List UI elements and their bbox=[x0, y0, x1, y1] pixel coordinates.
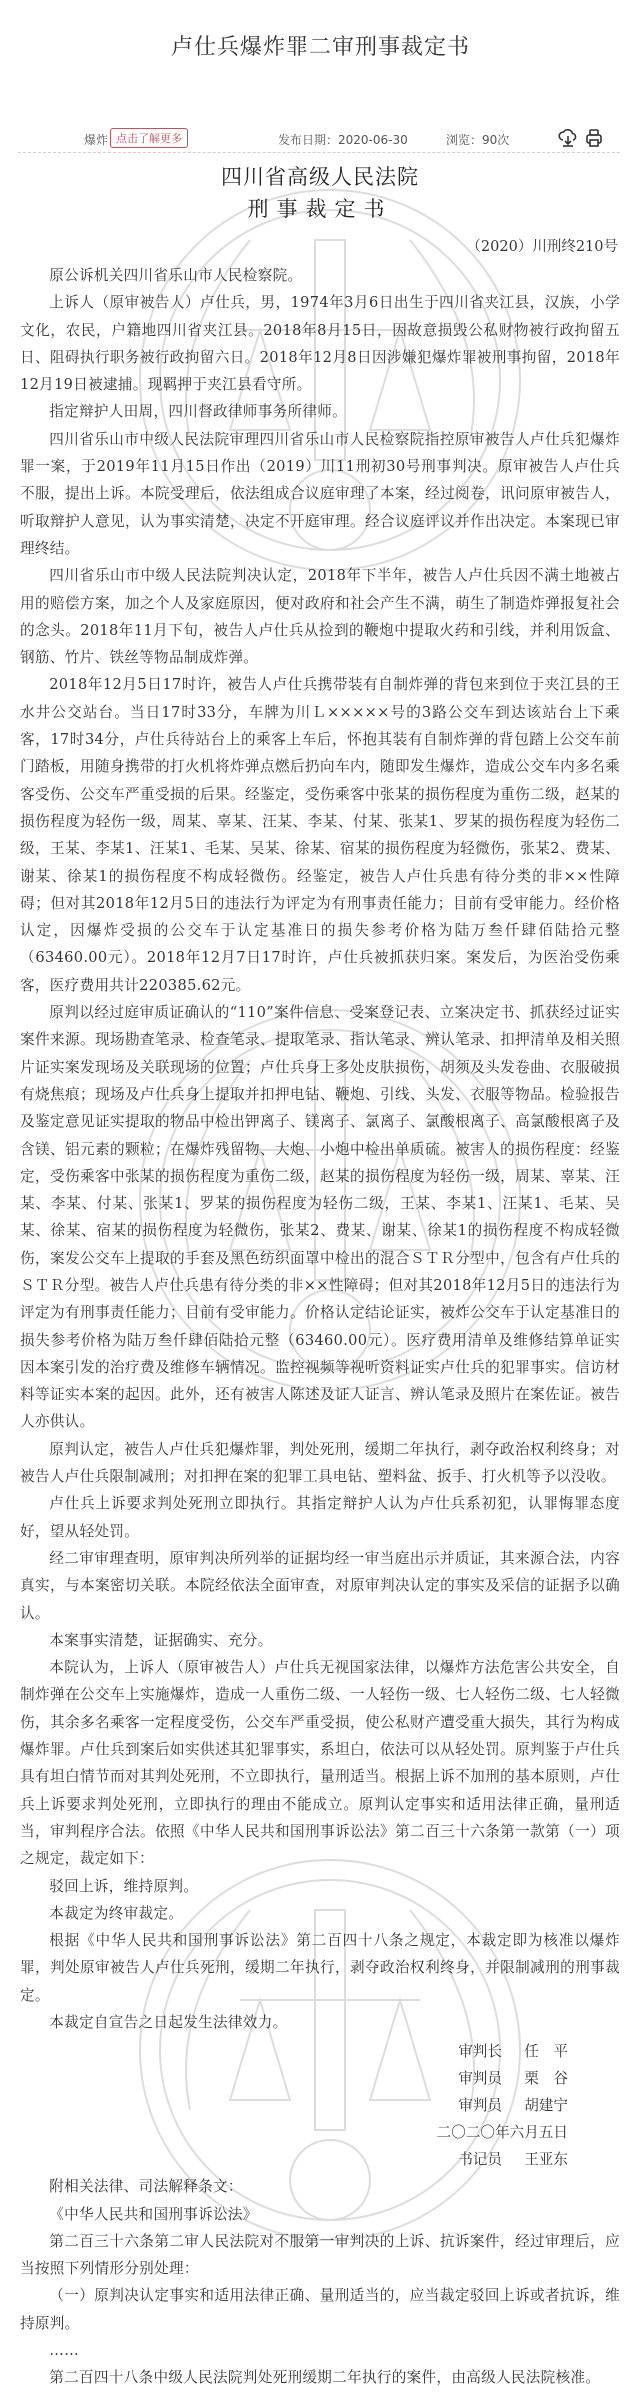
appendix-article: 第二百三十六条第二审人民法院对不服第一审判决的上诉、抗诉案件，经过审理后，应当按照下列情形分别处理： bbox=[20, 2232, 620, 2278]
appendix-article: 第二百四十八条中级人民法院判处死刑缓期二年执行的案件，由高级人民法院核准。 bbox=[49, 2369, 601, 2387]
ruling: 驳回上诉，维持原判。 bbox=[49, 1877, 199, 1895]
document-type: 刑事裁定书 bbox=[247, 197, 393, 221]
paragraph: 指定辩护人田周，四川督政律师事务所律师。 bbox=[49, 403, 348, 421]
paragraph: 本院认为，上诉人（原审被告人）卢仕兵无视国家法律，以爆炸方法危害公共安全，自制炸弹在公交车上实施爆炸，造成一人重伤二级、一人轻伤一级、七人轻伤二级、七人轻微伤，其余多名乘客一定程度受伤，公交车严重受损，使公私财产遭受重大损失，其行为构成爆炸罪。卢仕兵到案后如实供述其犯罪事实，系坦白，依法可以从轻处罚。原判鉴于卢仕兵具有坦白情节而对其判处死刑，不立即执行，量刑适当。根据上诉不加刑的基本原则，卢仕兵上诉要求判处死刑，立即执行的理由不能成立。原判认定事实和适用法律正确，量刑适当，审判程序合法。依照《中华人民共和国刑事诉讼法》第二百三十六条第一款第（一）项之规定，裁定如下： bbox=[20, 1659, 620, 1868]
publish-date: 发布日期：2020-06-30 bbox=[278, 133, 408, 147]
paragraph: 本案事实清楚，证据确实、充分。 bbox=[49, 1631, 273, 1649]
learn-more-button[interactable]: 点击了解更多 bbox=[110, 128, 188, 148]
download-icon[interactable] bbox=[558, 128, 578, 148]
meta-row bbox=[18, 128, 620, 150]
paragraph: 上诉人（原审被告人）卢仕兵，男，1974年3月6日出生于四川省夹江县，汉族，小学文化，农民，户籍地四川省夹江县。2018年8月15日，因故意损毁公私财物被行政拘留五日、阻碍执行职务被行政拘留六日。2018年12月8日因涉嫌犯爆炸罪被刑事拘留，2018年12月19日被逮捕。现羁押于夹江县看守所。 bbox=[20, 294, 620, 394]
header-divider bbox=[18, 152, 620, 153]
paragraph: 本裁定自宣告之日起发生法律效力。 bbox=[49, 2014, 288, 2031]
court-name: 四川省高级人民法院 bbox=[221, 165, 419, 189]
paragraph: 四川省乐山市中级人民法院审理四川省乐山市人民检察院指控原审被告人卢仕兵犯爆炸罪一案，于2019年11月15日作出（2019）川11刑初30号刑事判决。原审被告人卢仕兵不服，提出上诉。本院受理后，依法组成合议庭审理了本案，经过阅卷，讯问原审被告人，听取辩护人意见，认为事实清楚，决定不开庭审理。经合议庭评议并作出决定。本案现已审理终结。 bbox=[20, 430, 620, 557]
signature-block bbox=[20, 2038, 620, 2173]
page-title: 卢仕兵爆炸罪二审刑事裁定书 bbox=[170, 35, 470, 60]
paragraph: 原公诉机关四川省乐山市人民检察院。 bbox=[49, 267, 303, 284]
signature-line: 审判员 栗 谷 bbox=[458, 2070, 568, 2088]
category-tag[interactable]: 爆炸 bbox=[84, 133, 109, 147]
appendix-ellipsis: …… bbox=[49, 2342, 79, 2360]
judgment-date: 二〇二〇年六月五日 bbox=[436, 2124, 568, 2142]
signature-line: 审判长 任 平 bbox=[458, 2043, 568, 2061]
case-number: （2020）川刑终210号 bbox=[466, 239, 618, 255]
signature-line: 审判员 胡建宁 bbox=[458, 2097, 568, 2115]
paragraph: 经二审审理查明，原审判决所列举的证据均经一审当庭出示并质证，其来源合法，内容真实，与本案密切关联。本院经依法全面审查，对原审判决认定的事实及采信的证据予以确认。 bbox=[20, 1549, 620, 1622]
appendix-article: （一）原判决认定事实和适用法律正确、量刑适当的，应当裁定驳回上诉或者抗诉，维持原判。 bbox=[20, 2287, 620, 2332]
judgment-body bbox=[20, 162, 620, 2392]
paragraph: 卢仕兵上诉要求判处死刑立即执行。其指定辩护人认为卢仕兵系初犯，认罪悔罪态度好，望从轻处罚。 bbox=[20, 1495, 620, 1540]
print-icon[interactable] bbox=[584, 128, 604, 148]
paragraph: 2018年12月5日17时许，被告人卢仕兵携带装有自制炸弹的背包来到位于夹江县的王水井公交站台。当日17时33分，车牌为川Ｌ×××××号的3路公交车到达该站台上下乘客，17时34分，卢仕兵待站台上的乘客上车后，怀抱其装有自制炸弹的背包踏上公交车前门踏板，用随身携带的打火机将炸弹点燃后扔向车内，随即发生爆炸，造成公交车内多名乘客受伤、公交车严重受损的后果。经鉴定，受伤乘客中张某的损伤程度为重伤二级，赵某的损伤程度为轻伤一级，周某、辜某、汪某、李某、付某、张某1、罗某的损伤程度为轻伤二级，王某、李某1、汪某1、毛某、吴某、徐某、宿某的损伤程度为轻微伤，张某2、费某、谢某、徐某1的损伤程度不构成轻微伤。经鉴定，被告人卢仕兵患有待分类的非××性障碍；但对其2018年12月5日的违法行为评定为有刑事责任能力；目前有受审能力。经价格认定，因爆炸受损的公交车于认定基准日的损失参考价格为陆万叁仟肆佰陆拾元整（63460.00元）。2018年12月7日17时许，卢仕兵被抓获归案。案发后，为医治受伤乘客，医疗费用共计220385.62元。 bbox=[20, 676, 620, 994]
paragraph: 原判以经过庭审质证确认的“110”案件信息、受案登记表、立案决定书、抓获经过证实案件来源。现场勘查笔录、检查笔录、提取笔录、指认笔录、辨认笔录、扣押清单及相关照片证实案发现场及关联现场的位置；卢仕兵身上多处皮肤损伤，胡须及头发卷曲、衣服破损有烧焦痕；现场及卢仕兵身上提取并扣押电钻、鞭炮、引线、头发、衣服等物品。检验报告及鉴定意见证实提取的物品中检出钾离子、镁离子、氯离子、氯酸根离子、高氯酸根离子及含镁、铝元素的颗粒；在爆炸残留物、大炮、小炮中检出单质硫。被害人的损伤程度：经鉴定，受伤乘客中张某的损伤程度为重伤二级，赵某的损伤程度为轻伤一级，周某、辜某、汪某、李某、付某、张某1、罗某的损伤程度为轻伤二级，王某、李某1、汪某1、毛某、吴某、徐某、宿某的损伤程度为轻微伤，张某2、费某、谢某、徐某1的损伤程度不构成轻微伤，案发公交车上提取的手套及黑色纺织面罩中检出的混合ＳＴＲ分型中，包含有卢仕兵的ＳＴＲ分型。被告人卢仕兵患有待分类的非××性障碍；但对其2018年12月5日的违法行为评定为有刑事责任能力；目前有受审能力。价格认定结论证实，被炸公交车于认定基准日的损失参考价格为陆万叁仟肆佰陆拾元整（63460.00元）。医疗费用清单及维修结算单证实因本案引发的治疗费及维修车辆情况。监控视频等视听资料证实卢仕兵的犯罪事实。信访材料等证实本案的起因。此外，还有被害人陈述及证人证言、辨认笔录及照片在案佐证。被告人亦供认。 bbox=[20, 1004, 620, 1431]
appendix-law-title: 《中华人民共和国刑事诉讼法》 bbox=[49, 2205, 258, 2223]
paragraph: 四川省乐山市中级人民法院判决认定，2018年下半年，被告人卢仕兵因不满土地被占用的赔偿方案，加之个人及家庭原因，便对政府和社会产生不满，萌生了制造炸弹报复社会的念头。2018年11月下旬，被告人卢仕兵从捡到的鞭炮中提取火药和引线，并利用饭盒、钢筋、竹片、铁丝等物品制成炸弹。 bbox=[20, 567, 620, 667]
paragraph: 根据《中华人民共和国刑事诉讼法》第二百四十八条之规定，本裁定即为核准以爆炸罪，判处原审被告人卢仕兵死刑，缓期二年执行，剥夺政治权利终身，并限制减刑的刑事裁定。 bbox=[20, 1932, 620, 2004]
signature-line: 书记员 王亚东 bbox=[458, 2151, 568, 2169]
paragraph: 原判认定，被告人卢仕兵犯爆炸罪，判处死刑，缓期二年执行，剥夺政治权利终身；对被告人卢仕兵限制减刑；对扣押在案的犯罪工具电钻、塑料盆、扳手、打火机等予以没收。 bbox=[20, 1440, 620, 1486]
view-count: 浏览：90次 bbox=[446, 133, 510, 147]
appendix-heading: 附相关法律、司法解释条文： bbox=[49, 2178, 243, 2196]
paragraph: 本裁定为终审裁定。 bbox=[49, 1904, 184, 1922]
